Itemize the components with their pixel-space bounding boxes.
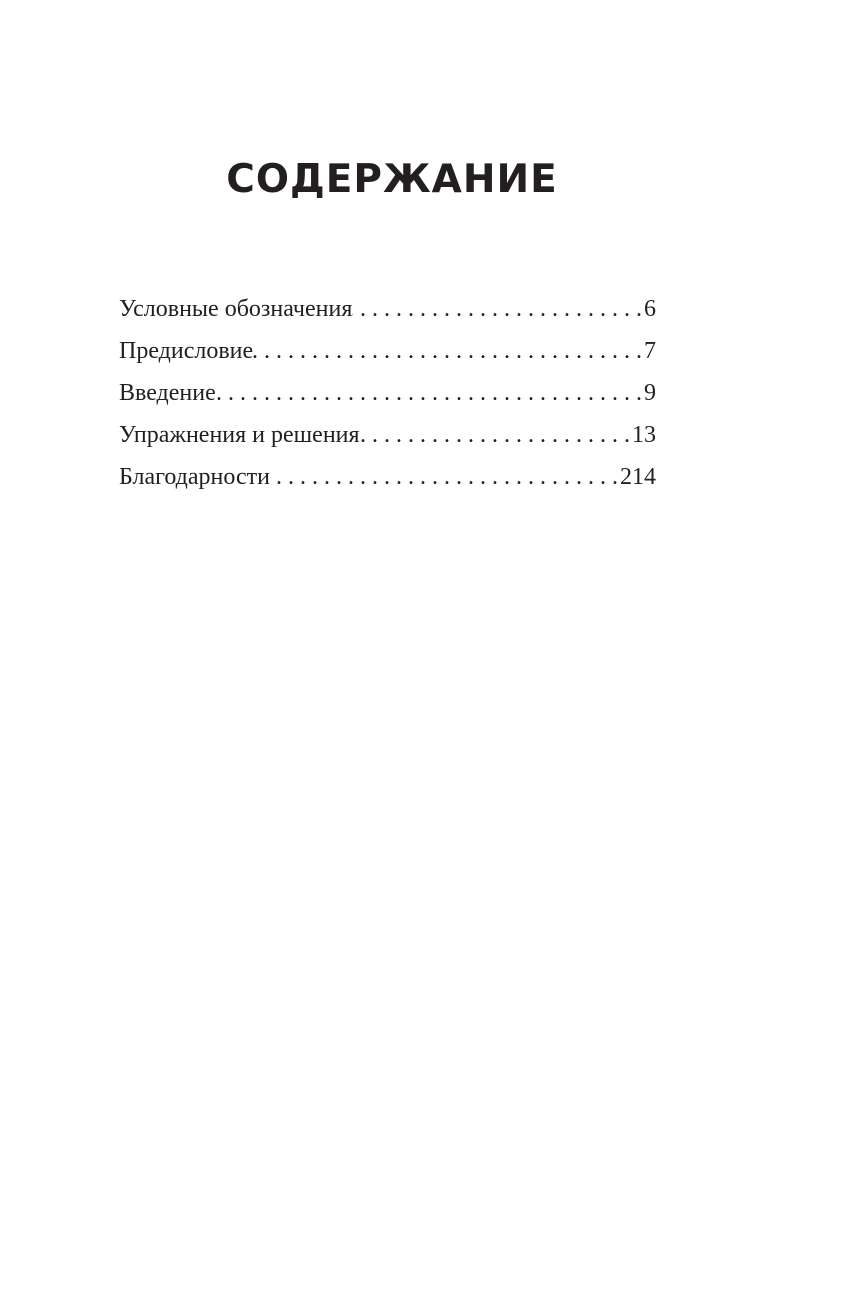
toc-entry-exercises xyxy=(119,414,656,456)
dot-leader xyxy=(352,288,644,330)
dot-leader xyxy=(253,330,644,372)
toc-entry-page: 6 xyxy=(644,296,656,322)
toc-entry-label: Введение xyxy=(119,380,216,406)
toc-entry-label: Благодарности xyxy=(119,464,270,490)
page-title: СОДЕРЖАНИЕ xyxy=(226,157,558,202)
toc-entry-preface xyxy=(119,330,656,372)
table-of-contents xyxy=(119,288,656,498)
toc-entry-introduction xyxy=(119,372,656,414)
toc-entry-conventions xyxy=(119,288,656,330)
toc-entry-page: 7 xyxy=(644,338,656,364)
toc-entry-label: Условные обозначения xyxy=(119,296,353,322)
toc-entry-acknowledgements xyxy=(119,456,656,498)
toc-entry-page: 214 xyxy=(620,464,656,490)
toc-entry-page: 9 xyxy=(644,380,656,406)
toc-entry-label: Упражнения и решения xyxy=(119,422,360,448)
toc-entry-page: 13 xyxy=(632,422,656,448)
toc-entry-label: Предисловие xyxy=(119,338,254,364)
dot-leader xyxy=(216,372,644,414)
dot-leader xyxy=(360,414,632,456)
dot-leader xyxy=(270,456,620,498)
